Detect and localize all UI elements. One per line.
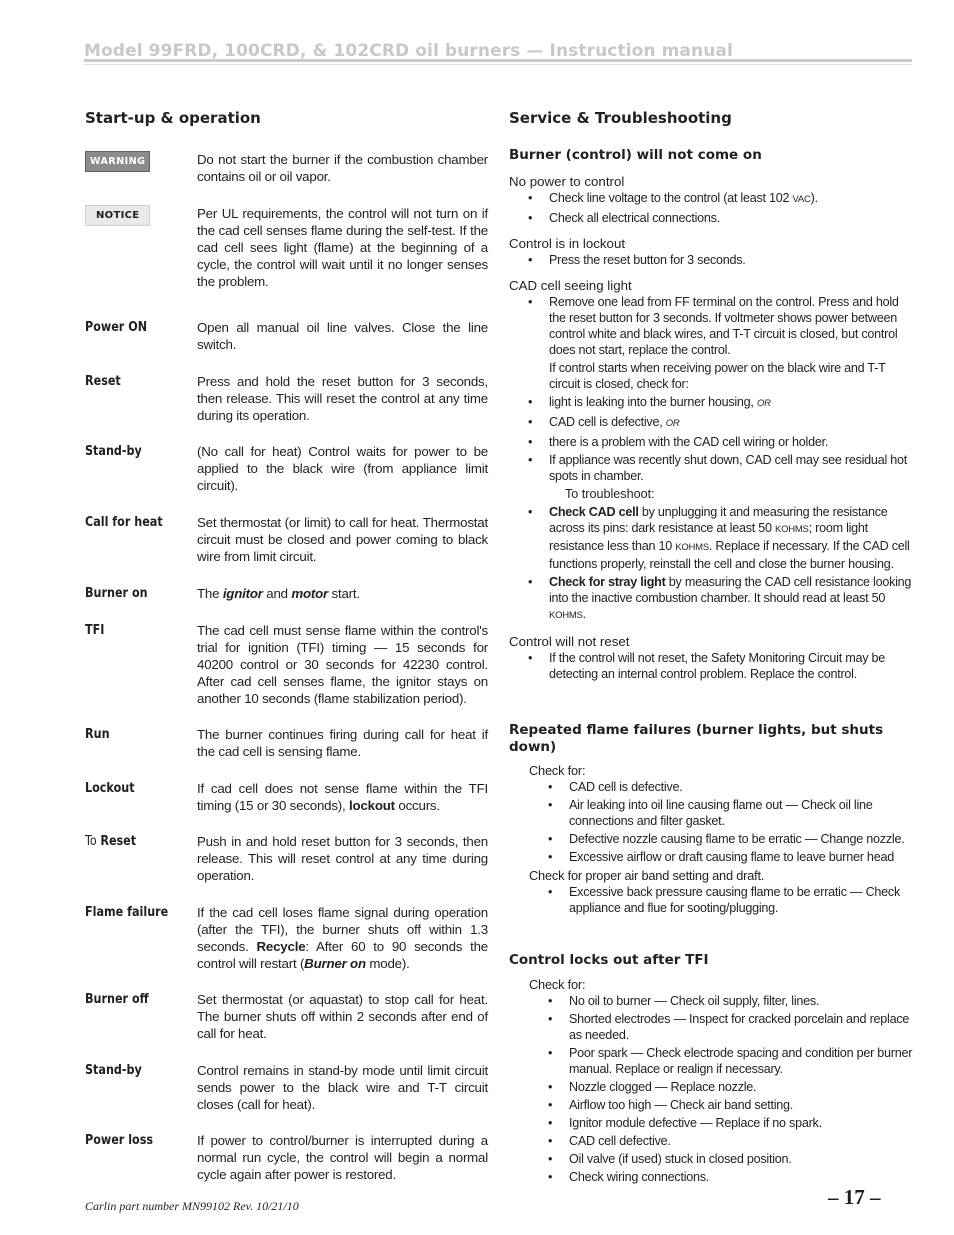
block-repeated-flame-failures [509, 722, 913, 918]
heading-repeated-flame-failures: Repeated flame failures (burner lights, but shuts down) [509, 722, 884, 755]
list-cad-cell [509, 294, 913, 358]
term-label: Power loss [85, 1133, 154, 1148]
list-item: • CAD cell defective. [509, 1133, 913, 1149]
term-description: Press and hold the reset button for 3 seconds, then release. This will reset the control at any time during its operation. [197, 374, 488, 423]
label-no-power: No power to control [509, 174, 625, 189]
term-label: Flame failure [85, 905, 169, 920]
warning-badge: WARNING [85, 151, 150, 172]
list-item: • Check line voltage to the control (at least 102 VAC). [509, 190, 913, 208]
term-label: Stand-by [85, 444, 142, 459]
check-for-label: Check for: [529, 763, 586, 778]
term-label: Reset [85, 374, 121, 389]
term-description: Push in and hold reset button for 3 seconds, then release. This will reset control at any time during operation. [197, 834, 488, 883]
service-troubleshooting-column [509, 109, 913, 1184]
list-item: • Nozzle clogged — Replace nozzle. [509, 1079, 913, 1095]
list-item: • Remove one lead from FF terminal on the control. Press and hold the reset button for 3 seconds. If voltmeter shows power between control white and black wires, and T-T circuit is closed, but control does not start, replace the control. [509, 294, 913, 358]
row-run [85, 726, 490, 760]
block-locks-out-after-tfi [509, 952, 913, 1187]
part-number: Carlin part number MN99102 Rev. 10/21/10 [85, 1199, 299, 1213]
heading-locks-out-after-tfi: Control locks out after TFI [509, 952, 709, 968]
manual-title: Model 99FRD, 100CRD, & 102CRD oil burners — Instruction manual [84, 41, 733, 59]
to-troubleshoot: To troubleshoot: [565, 487, 655, 501]
list-item: • light is leaking into the burner housing, OR [509, 394, 913, 412]
row-power-loss [85, 1132, 490, 1183]
term-description: Control remains in stand-by mode until limit circuit sends power to the black wire and T-T circuit closes (call for heat). [197, 1063, 488, 1112]
notice-text: Per UL requirements, the control will not turn on if the cad cell senses flame during the self-test. If the cad cell sees light (flame) at the beginning of a cycle, the control will wait until it no longer senses the problem. [197, 206, 488, 289]
list-item: • there is a problem with the CAD cell wiring or holder. [509, 434, 913, 450]
list-item: • Airflow too high — Check air band setting. [509, 1097, 913, 1113]
list-item: • If the control will not reset, the Safety Monitoring Circuit may be detecting an internal control problem. Replace the control. [509, 650, 913, 682]
term-label: Lockout [85, 781, 135, 796]
term-label: TFI [85, 623, 105, 638]
section-title-service: Service & Troubleshooting [509, 109, 732, 127]
row-reset [85, 373, 490, 424]
list-flame-failures [509, 779, 913, 865]
warning-row [85, 151, 490, 185]
term-description: Set thermostat (or limit) to call for heat. Thermostat circuit must be closed and power coming to black wire from limit circuit. [197, 515, 488, 564]
row-standby-2 [85, 1062, 490, 1113]
list-item: • No oil to burner — Check oil supply, filter, lines. [509, 993, 913, 1009]
list-item: • Check wiring connections. [509, 1169, 913, 1185]
list-item: • Check CAD cell by unplugging it and measuring the resistance across its pins: dark resistance at least 50 KOHMS; room light resistance less than 10 KOHMS. Replace if necessary. If the CAD cell functions properly, reinstall the cell and close the burner housing. [509, 504, 913, 572]
block-will-not-come-on [509, 147, 913, 684]
term-description: The ignitor and motor start. [197, 586, 360, 601]
check-air-band: Check for proper air band setting and draft. [529, 868, 765, 883]
list-item: • Excessive airflow or draft causing flame to leave burner head [509, 849, 913, 865]
list-item: • Check all electrical connections. [509, 210, 913, 226]
startup-operation-column [85, 109, 490, 1182]
term-description: The cad cell must sense flame within the control's trial for ignition (TFI) timing — 15 seconds for 40200 control or 30 seconds for 42230 control. After cad cell senses flame, the ignitor stays on another 10 seconds (flame stabilization period). [197, 623, 488, 706]
list-item: • Shorted electrodes — Inspect for cracked porcelain and replace as needed. [509, 1011, 913, 1043]
list-lockout-causes [509, 993, 913, 1185]
row-tfi [85, 622, 490, 707]
row-to-reset [85, 833, 490, 884]
term-description: Set thermostat (or aquastat) to stop call for heat. The burner shuts off within 2 seconds after end of call for heat. [197, 992, 488, 1041]
list-item: • Check for stray light by measuring the CAD cell resistance looking into the inactive combustion chamber. It should read at least 50 KOHMS. [509, 574, 913, 624]
row-flame-failure [85, 904, 490, 972]
term-description: The burner continues firing during call for heat if the cad cell is sensing flame. [197, 727, 488, 759]
list-item: • Air leaking into oil line causing flame out — Check oil line connections and filter gasket. [509, 797, 913, 829]
list-item: • CAD cell is defective, OR [509, 414, 913, 432]
list-lockout [509, 252, 913, 268]
header-rule [84, 59, 912, 62]
notice-badge: NOTICE [85, 205, 150, 226]
term-label: Run [85, 727, 110, 742]
check-for-label: Check for: [529, 977, 586, 992]
notice-row [85, 205, 490, 290]
term-description: If the cad cell loses flame signal during operation (after the TFI), the burner shuts off within 1.3 seconds. Recycle: After 60 to 90 seconds the control will restart (Burner on mode). [197, 905, 488, 971]
list-item: • If appliance was recently shut down, CAD cell may see residual hot spots in chamber. [509, 452, 913, 484]
list-item: • Press the reset button for 3 seconds. [509, 252, 913, 268]
row-burner-off [85, 991, 490, 1042]
label-cad-cell-light: CAD cell seeing light [509, 278, 632, 293]
list-troubleshoot [509, 504, 913, 624]
term-label: Power ON [85, 320, 148, 335]
term-description: (No call for heat) Control waits for power to be applied to the black wire (from appliance limit circuit). [197, 444, 488, 493]
row-power-on [85, 319, 490, 353]
row-burner-on [85, 585, 490, 602]
row-call-for-heat [85, 514, 490, 565]
list-item: • Ignitor module defective — Replace if no spark. [509, 1115, 913, 1131]
label-lockout: Control is in lockout [509, 236, 626, 251]
term-description: If power to control/burner is interrupted during a normal run cycle, the control will begin a normal cycle again after power is restored. [197, 1133, 488, 1182]
term-label: Burner on [85, 586, 148, 601]
page-header [84, 38, 912, 65]
term-label: To Reset [85, 834, 137, 849]
list-will-not-reset [509, 650, 913, 682]
heading-will-not-come-on: Burner (control) will not come on [509, 147, 762, 163]
list-cad-checks [509, 394, 913, 484]
cad-paragraph: If control starts when receiving power on the black wire and T-T circuit is closed, check for: [549, 361, 886, 391]
row-standby [85, 443, 490, 494]
list-item: • Poor spark — Check electrode spacing and condition per burner manual. Replace or realign if necessary. [509, 1045, 913, 1077]
term-label: Call for heat [85, 515, 163, 530]
list-no-power [509, 190, 913, 226]
header-rule-thin [84, 64, 912, 65]
page-number: – 17 – [828, 1185, 881, 1209]
list-item: • Excessive back pressure causing flame to be erratic — Check appliance and flue for sooting/plugging. [509, 884, 913, 916]
warning-text: Do not start the burner if the combustion chamber contains oil or oil vapor. [197, 152, 488, 184]
term-description: If cad cell does not sense flame within the TFI timing (15 or 30 seconds), lockout occurs. [197, 781, 488, 813]
list-item: • CAD cell is defective. [509, 779, 913, 795]
term-label: Burner off [85, 992, 149, 1007]
list-item: • Defective nozzle causing flame to be erratic — Change nozzle. [509, 831, 913, 847]
row-lockout [85, 780, 490, 814]
list-back-pressure [509, 884, 913, 916]
section-title-startup: Start-up & operation [85, 109, 261, 127]
label-will-not-reset: Control will not reset [509, 634, 630, 649]
term-label: Stand-by [85, 1063, 142, 1078]
list-item: • Oil valve (if used) stuck in closed position. [509, 1151, 913, 1167]
term-description: Open all manual oil line valves. Close the line switch. [197, 320, 488, 352]
